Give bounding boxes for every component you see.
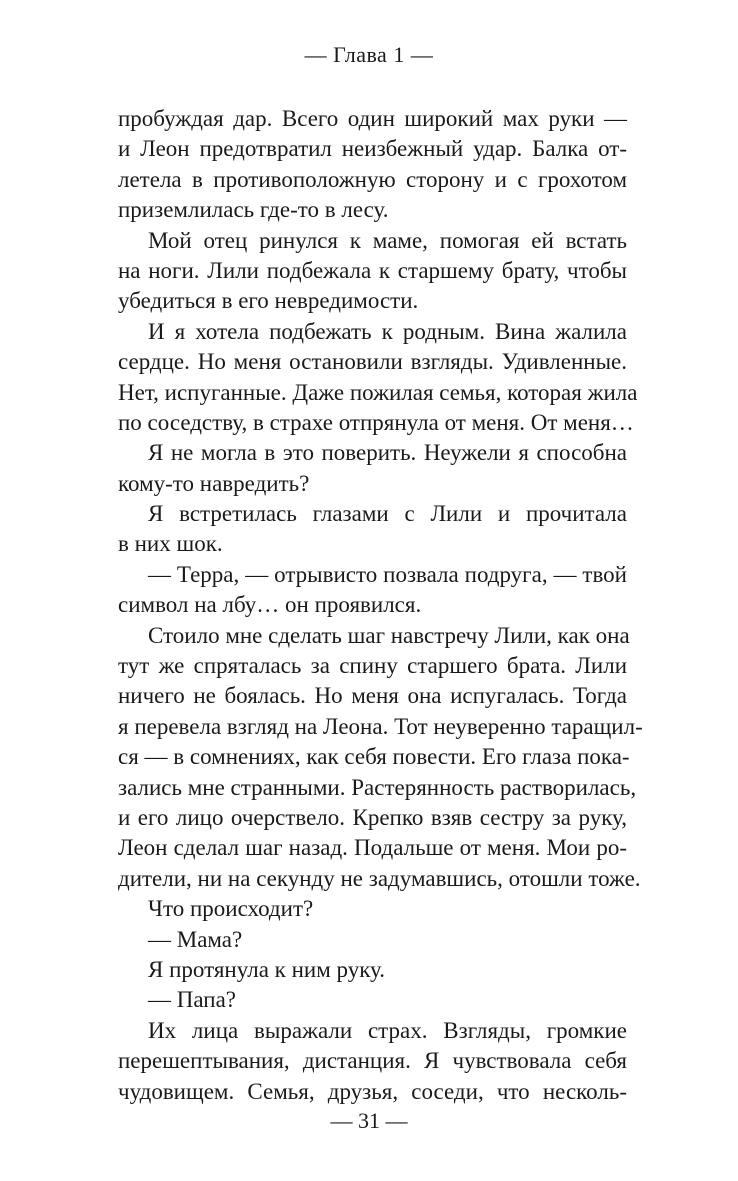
text-line: — Папа? [148, 987, 236, 1013]
text-line: и Леон предотвратил неизбежный удар. Балка от- [118, 136, 627, 162]
text-line: Их лица выражали страх. Взгляды, громкие [148, 1017, 627, 1043]
body-text [118, 104, 643, 1107]
text-line: я перевела взгляд на Леона. Тот неуверенно таращил- [118, 713, 643, 739]
text-line: Я не могла в это поверить. Неужели я способна [148, 440, 627, 466]
text-line: Стоило мне сделать шаг навстречу Лили, как она [148, 622, 630, 648]
text-line: Что происходит? [148, 896, 314, 922]
text-line: Нет, испуганные. Даже пожилая семья, которая жила [118, 379, 638, 405]
text-line: убедиться в его невредимости. [118, 288, 419, 314]
text-line: пробуждая дар. Всего один широкий мах руки — [118, 106, 627, 131]
page-number: — 31 — [330, 1108, 408, 1133]
text-line: символ на лбу… он проявился. [118, 592, 422, 618]
text-line: кому-то навредить? [118, 470, 310, 496]
running-header: — Глава 1 — [304, 42, 434, 67]
text-line: — Мама? [148, 926, 243, 952]
text-line: — Терра, — отрывисто позвала подруга, — твой [148, 561, 627, 587]
text-line: летела в противоположную сторону и с грохотом [118, 166, 627, 192]
text-line: и его лицо очерствело. Крепко взяв сестру за руку, [118, 804, 627, 830]
text-line: Мой отец ринулся к маме, помогая ей встать [148, 227, 627, 253]
text-line: Я протянула к ним руку. [148, 956, 385, 982]
text-line: по соседству, в страхе отпрянула от меня. От меня… [118, 409, 634, 435]
text-line: Я встретилась глазами с Лили и прочитала [148, 501, 627, 527]
text-line: сердце. Но меня остановили взгляды. Удивленные. [118, 349, 627, 375]
text-line: приземлилась где-то в лесу. [118, 197, 389, 223]
text-line: зались мне странными. Растерянность растворилась, [118, 774, 637, 800]
text-line: перешептывания, дистанция. Я чувствовала себя [118, 1048, 627, 1074]
text-line: И я хотела подбежать к родным. Вина жалила [148, 318, 627, 344]
text-line: Леон сделал шаг назад. Подальше от меня. Мои ро- [118, 835, 627, 861]
text-line: на ноги. Лили подбежала к старшему брату, чтобы [118, 257, 627, 283]
text-line: ся — в сомнениях, как себя повести. Его глаза пока- [118, 744, 630, 770]
text-line: в них шок. [118, 531, 223, 557]
text-line: дители, ни на секунду не задумавшись, отошли тоже. [118, 865, 641, 891]
text-line: чудовищем. Семья, друзья, соседи, что несколь- [118, 1078, 627, 1104]
text-line: тут же спряталась за спину старшего брата. Лили [118, 653, 627, 679]
text-line: ничего не боялась. Но меня она испугалась. Тогда [118, 683, 627, 709]
